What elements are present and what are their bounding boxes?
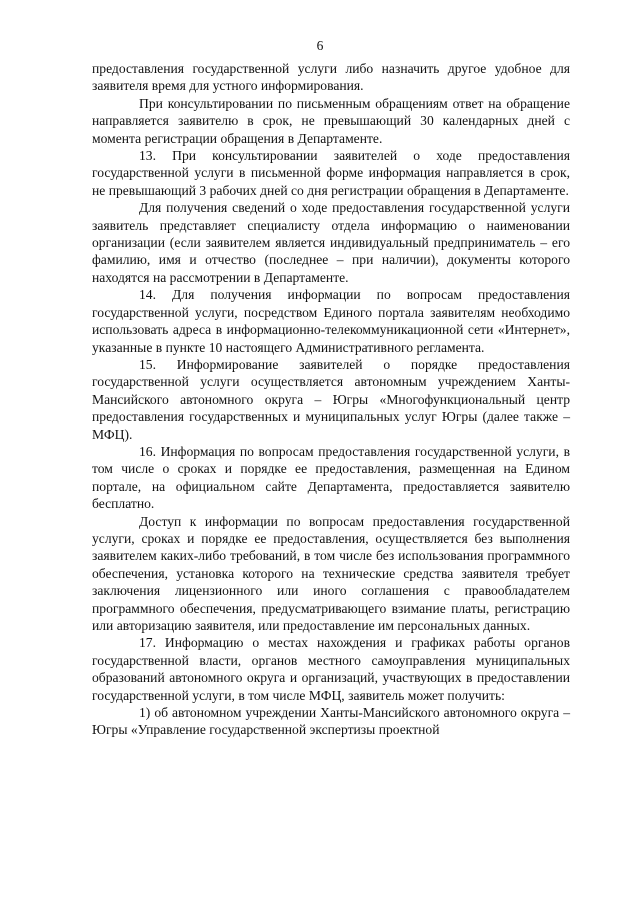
- paragraph-item-13: 13. При консультировании заявителей о ходе предоставления государственной услуги в письменной форме информация направляется в срок, не превышающий 3 рабочих дней со дня регистрации обращения в Департаменте.: [92, 148, 570, 198]
- paragraph-written-consultation: При консультировании по письменным обращениям ответ на обращение направляется заявителю в срок, не превышающий 30 календарных дней с момента регистрации обращения в Департаменте.: [92, 95, 570, 146]
- paragraph-free-access: Доступ к информации по вопросам предоставления государственной услуги, сроках и порядке ее предоставления, осуществляется без выполнения заявителем каких-либо требований, в том числе без использования программного обеспечения, установка которого на технические средства заявителя требует заключения лицензионного или иного соглашения с правообладателем программного обеспечения, предусматривающего взимание платы, регистрацию или авторизацию заявителя, или предоставление им персональных данных.: [92, 513, 570, 633]
- paragraph-item-15: 15. Информирование заявителей о порядке предоставления государственной услуги осуществляется автономным учреждением Ханты-Мансийского автономного округа – Югры «Многофункциональный центр предоставления государственных и муниципальных услуг Югры (далее также – МФЦ).: [92, 356, 570, 442]
- paragraph-item-16: 16. Информация по вопросам предоставления государственной услуги, в том числе о сроках и порядке ее предоставления, размещенная на Едином портале, на официальном сайте Департамента, предоставляется заявителю бесплатно.: [92, 443, 570, 512]
- paragraph-item-17-1: 1) об автономном учреждении Ханты-Мансийского автономного округа – Югры «Управление государственной экспертизы проектной: [92, 705, 570, 738]
- page-number: 6: [316, 38, 324, 53]
- paragraph-continuation: предоставления государственной услуги либо назначить другое удобное для заявителя время для устного информирования.: [92, 61, 570, 94]
- document-body: [92, 60, 570, 739]
- paragraph-item-14: 14. Для получения информации по вопросам предоставления государственной услуги, посредством Единого портала заявителям необходимо использовать адреса в информационно-телекоммуникационной сети «Интернет», указанные в пункте 10 настоящего Административного регламента.: [92, 287, 570, 355]
- paragraph-progress-info: Для получения сведений о ходе предоставления государственной услуги заявитель представляет специалисту отдела информацию о наименовании организации (если заявителем является индивидуальный предприниматель – его фамилию, имя и отчество (последнее – при наличии), документы которого находятся на рассмотрении в Департаменте.: [92, 200, 570, 285]
- paragraph-item-17: 17. Информацию о местах нахождения и графиках работы органов государственной власти, органов местного самоуправления муниципальных образований автономного округа и организаций, участвующих в предоставлении государственной услуги, в том числе МФЦ, заявитель может получить:: [92, 635, 570, 703]
